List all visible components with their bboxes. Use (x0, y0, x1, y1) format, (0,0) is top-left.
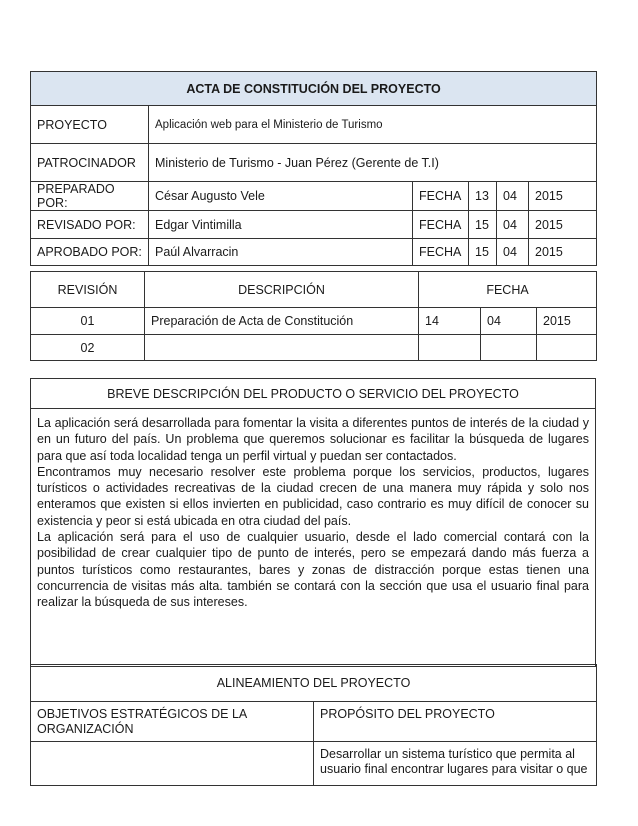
preparado-label: PREPARADO POR: (31, 182, 149, 211)
objetivos-header: OBJETIVOS ESTRATÉGICOS DE LA ORGANIZACIÓN (31, 702, 314, 742)
revisado-year: 2015 (529, 211, 597, 239)
descripcion-paragraph: La aplicación será desarrollada para fomentar la visita a diferentes puntos de interés de la ciudad y en un futuro del país. Un problema que queremos solucionar es facilitar la búsqueda de lugares para que así toda localidad tenga un perfil virtual y puedan ser contactados. (37, 416, 589, 463)
revisado-fecha-label: FECHA (413, 211, 469, 239)
aprobado-label: APROBADO POR: (31, 239, 149, 266)
preparado-month: 04 (497, 182, 529, 211)
aprobado-value: Paúl Alvarracin (149, 239, 413, 266)
revision-year: 2015 (537, 308, 597, 335)
fecha-header: FECHA (419, 272, 597, 308)
revision-day (419, 335, 481, 361)
revisado-month: 04 (497, 211, 529, 239)
patrocinador-value: Ministerio de Turismo - Juan Pérez (Gerente de T.I) (149, 144, 597, 182)
revisado-value: Edgar Vintimilla (149, 211, 413, 239)
alineamiento-table (30, 664, 597, 786)
acta-table (30, 71, 597, 266)
revision-day: 14 (419, 308, 481, 335)
revision-description: Preparación de Acta de Constitución (145, 308, 419, 335)
aprobado-year: 2015 (529, 239, 597, 266)
patrocinador-label: PATROCINADOR (31, 144, 149, 182)
table-row (31, 308, 597, 335)
descripcion-title: BREVE DESCRIPCIÓN DEL PRODUCTO O SERVICIO DEL PROYECTO (31, 379, 596, 409)
aprobado-fecha-label: FECHA (413, 239, 469, 266)
revision-number: 02 (31, 335, 145, 361)
revision-header: REVISIÓN (31, 272, 145, 308)
revision-year (537, 335, 597, 361)
descripcion-paragraph: La aplicación será para el uso de cualquier usuario, desde el lado comercial contará con la posibilidad de crear cualquier tipo de punto de interés, pero se empezará dando más fuerza a puntos turísticos como restaurantes, bares y zonas de distracción porque estas tienen una concurrencia de visitas más alta. también se contará con la sección que usa el usuario final para realizar la búsqueda de sus intereses. (37, 530, 589, 610)
revision-number: 01 (31, 308, 145, 335)
aprobado-month: 04 (497, 239, 529, 266)
revisado-label: REVISADO POR: (31, 211, 149, 239)
objetivos-value (31, 742, 314, 786)
revision-month: 04 (481, 308, 537, 335)
proposito-header: PROPÓSITO DEL PROYECTO (314, 702, 597, 742)
revisado-day: 15 (469, 211, 497, 239)
preparado-year: 2015 (529, 182, 597, 211)
descripcion-paragraph: Encontramos muy necesario resolver este problema porque los servicios, productos, lugares turísticos o actividades recreativas de la ciudad crecen de una manera muy rápida y solo nos enteramos que existen si ellos invierten en publicidad, caso contrario es muy difícil de conocer su existencia y peor si está ubicada en otra ciudad del país. (37, 464, 589, 528)
proyecto-label: PROYECTO (31, 106, 149, 144)
preparado-value: César Augusto Vele (149, 182, 413, 211)
revision-month (481, 335, 537, 361)
table-row (31, 335, 597, 361)
alineamiento-title: ALINEAMIENTO DEL PROYECTO (31, 665, 597, 702)
descripcion-table (30, 378, 596, 667)
preparado-day: 13 (469, 182, 497, 211)
revisiones-table (30, 271, 597, 361)
aprobado-day: 15 (469, 239, 497, 266)
acta-title: ACTA DE CONSTITUCIÓN DEL PROYECTO (31, 72, 597, 106)
descripcion-body (31, 409, 596, 667)
descripcion-header: DESCRIPCIÓN (145, 272, 419, 308)
proyecto-value: Aplicación web para el Ministerio de Turismo (149, 106, 597, 144)
revision-description (145, 335, 419, 361)
preparado-fecha-label: FECHA (413, 182, 469, 211)
proposito-value: Desarrollar un sistema turístico que permita al usuario final encontrar lugares para visitar o que (314, 742, 597, 786)
